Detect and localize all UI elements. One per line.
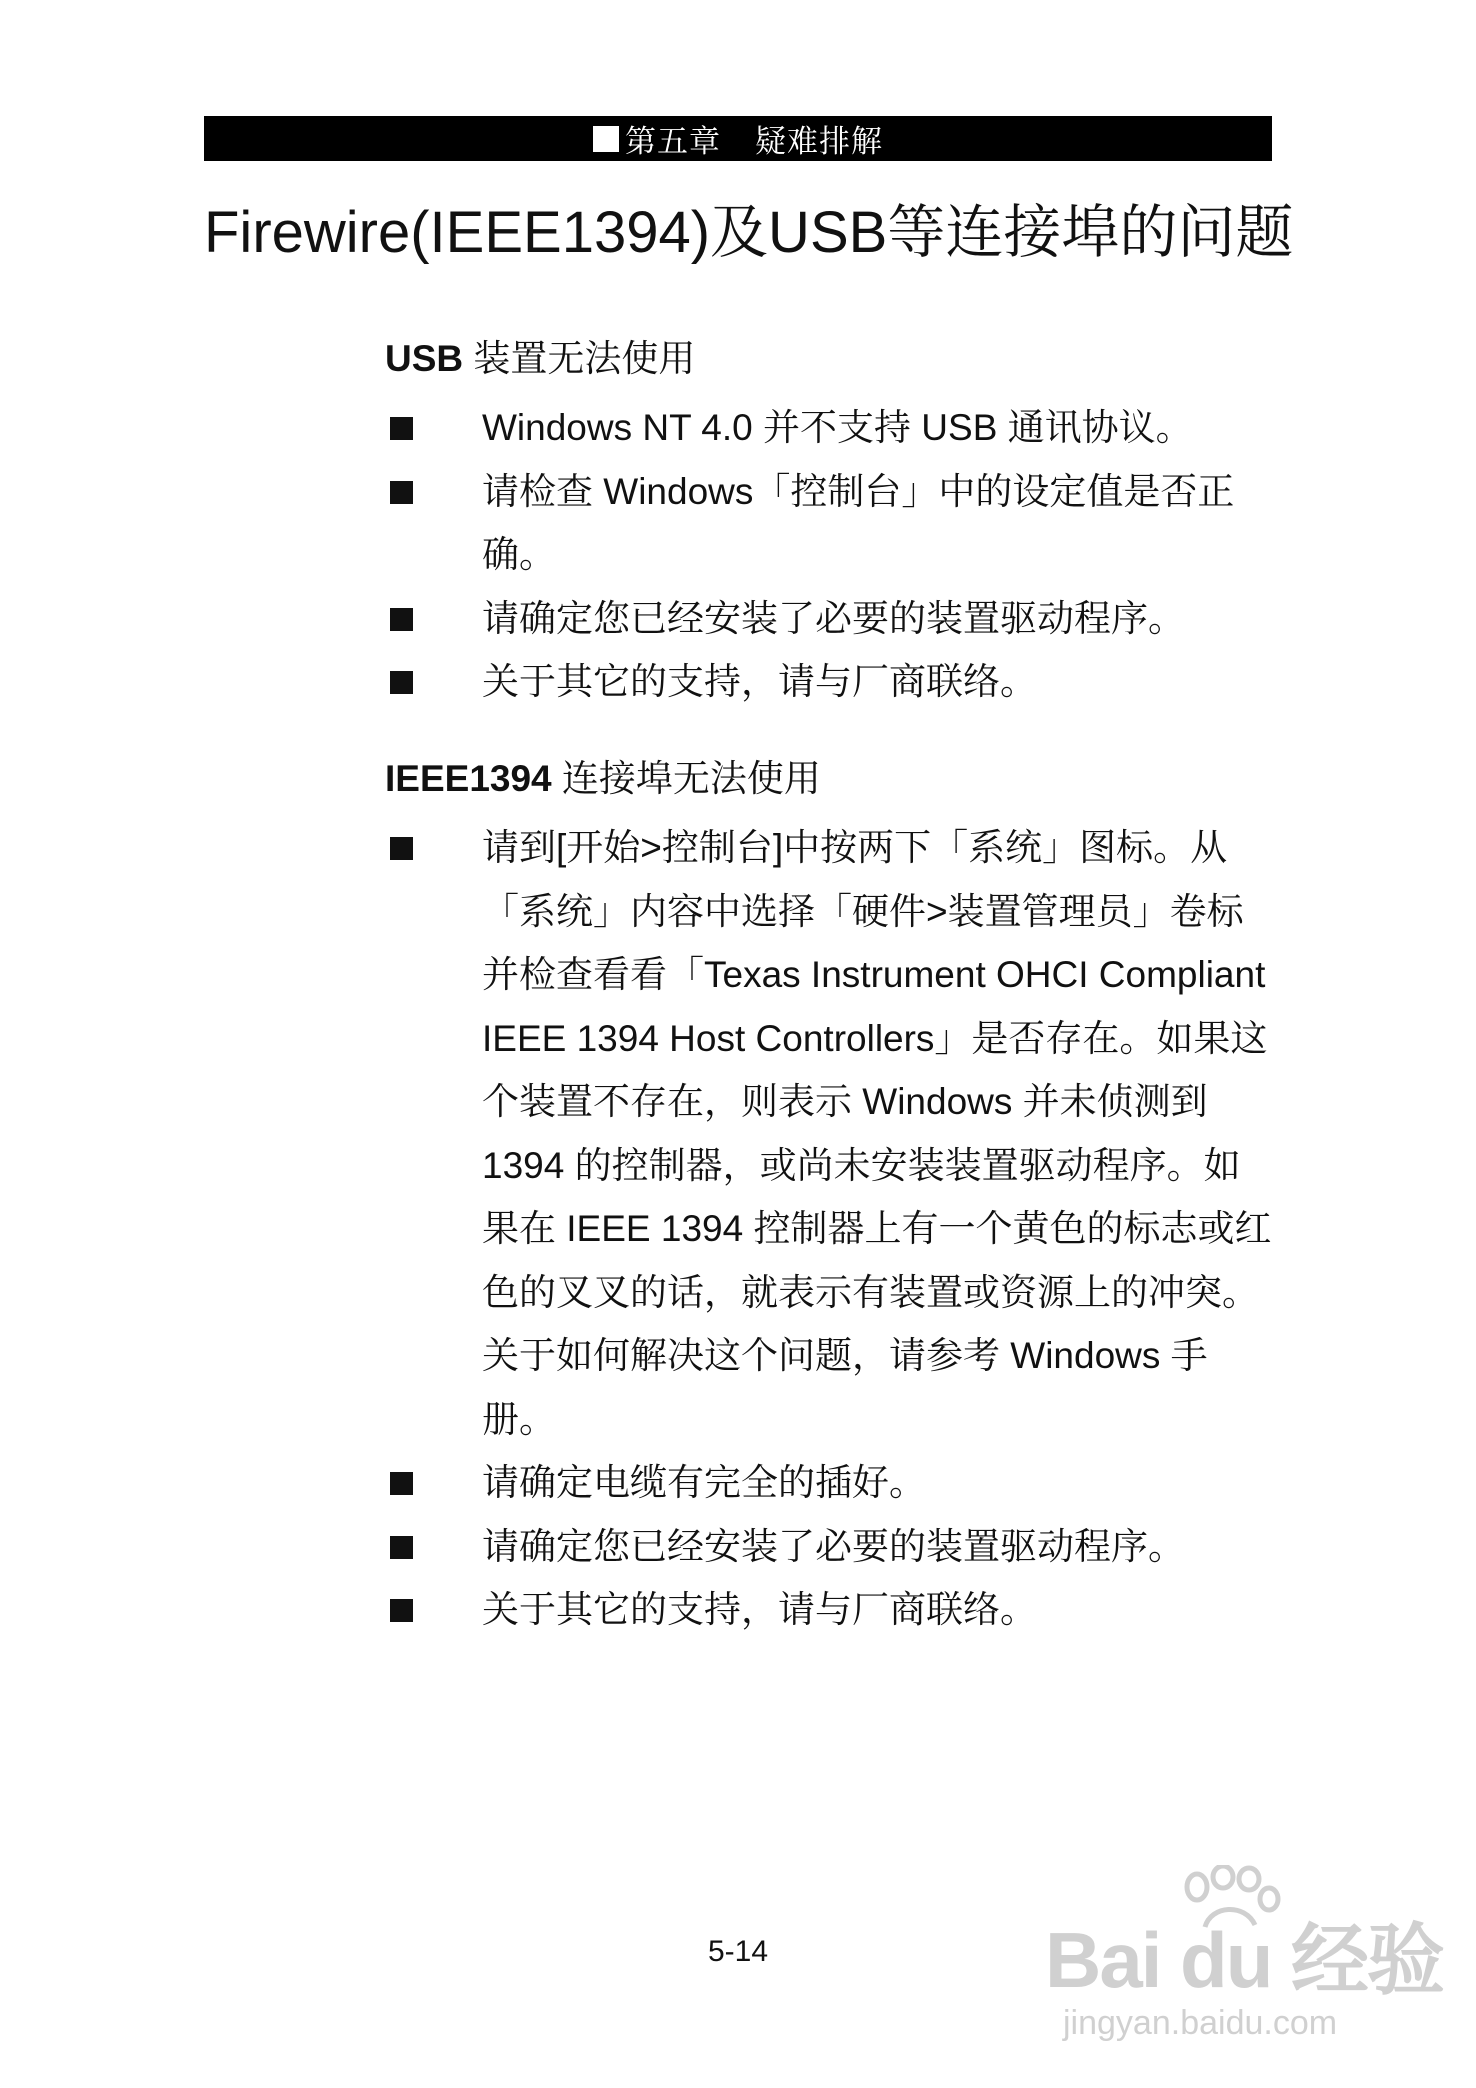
list-item: 请确定您已经安装了必要的装置驱动程序。 [385,587,1277,651]
square-bullet-icon [593,126,619,152]
square-bullet-icon [390,671,413,694]
list-item: Windows NT 4.0 并不支持 USB 通讯协议。 [385,396,1277,460]
ieee1394-item-list [385,816,1285,1642]
chapter-topic: 疑难排解 [755,124,883,159]
list-item: 关于其它的支持，请与厂商联络。 [385,1578,1277,1642]
watermark-brand: Bai du 经验 [1045,1916,1444,2004]
section-heading-usb: USB 装置无法使用 [385,338,696,379]
chapter-header-bar [204,116,1272,161]
section-heading-ieee1394: IEEE1394 连接埠无法使用 [385,758,821,799]
square-bullet-icon [390,608,413,631]
baidu-jingyan-watermark [1045,1865,1444,2045]
square-bullet-icon [390,481,413,504]
list-item: 请到[开始>控制台]中按两下「系统」图标。从「系统」内容中选择「硬件>装置管理员」卷标并检查看看「Texas Instrument OHCI Compliant IEEE 1394 Host Controllers」是否存在。如果这个装置不存在，则表示 Windows 并未侦测到 1394 的控制器，或尚未安装装置驱动程序。如果在 IEEE 1394 控制器上有一个黄色的标志或红色的叉叉的话，就表示有装置或资源上的冲突。关于如何解决这个问题，请参考 Windows 手册。 [385,816,1277,1451]
list-item: 请确定电缆有完全的插好。 [385,1451,1277,1515]
chapter-label: 第五章 [625,124,721,159]
usb-section [385,334,1285,714]
watermark-url: jingyan.baidu.com [1063,2004,1338,2042]
square-bullet-icon [390,1599,413,1622]
square-bullet-icon [390,417,413,440]
usb-item-list [385,396,1285,714]
list-item: 关于其它的支持，请与厂商联络。 [385,650,1277,714]
ieee1394-section [385,754,1285,1642]
list-item: 请确定您已经安装了必要的装置驱动程序。 [385,1515,1277,1579]
list-item: 请检查 Windows「控制台」中的设定值是否正确。 [385,460,1277,587]
page-number: 5-14 [707,1935,769,1968]
square-bullet-icon [390,1536,413,1559]
square-bullet-icon [390,1472,413,1495]
page-title: Firewire(IEEE1394)及USB等连接埠的问题 [204,200,1294,265]
square-bullet-icon [390,837,413,860]
